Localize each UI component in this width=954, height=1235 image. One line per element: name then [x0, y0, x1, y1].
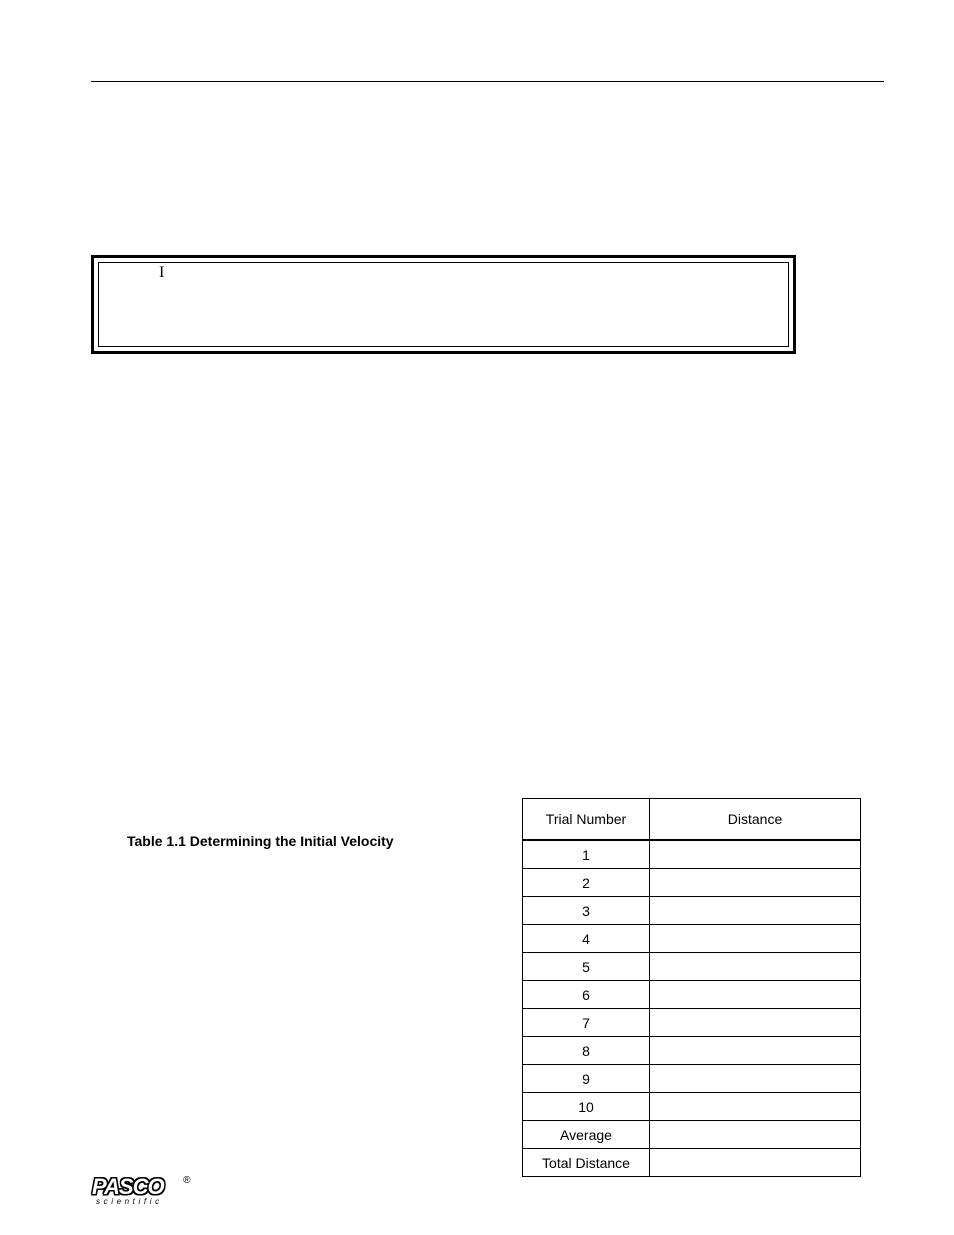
- pasco-logo: [92, 1176, 202, 1208]
- distance-cell[interactable]: [650, 953, 861, 981]
- table-row: [523, 1065, 861, 1093]
- table-row: [523, 981, 861, 1009]
- trial-number-cell: 10: [523, 1093, 650, 1121]
- trial-number-cell: 3: [523, 897, 650, 925]
- caution-box: [91, 255, 796, 354]
- distance-cell[interactable]: [650, 925, 861, 953]
- distance-cell[interactable]: [650, 1093, 861, 1121]
- header-rule: [91, 81, 884, 82]
- distance-cell[interactable]: [650, 869, 861, 897]
- distance-cell[interactable]: [650, 1065, 861, 1093]
- pasco-logo-wordmark: PASCO: [92, 1174, 164, 1199]
- table-row: [523, 953, 861, 981]
- distance-cell[interactable]: [650, 1009, 861, 1037]
- trial-number-cell: 7: [523, 1009, 650, 1037]
- table-row-total: [523, 1149, 861, 1177]
- total-distance-cell[interactable]: [650, 1149, 861, 1177]
- trial-number-cell: 4: [523, 925, 650, 953]
- table-row: [523, 1037, 861, 1065]
- trial-number-cell: 6: [523, 981, 650, 1009]
- distance-cell[interactable]: [650, 981, 861, 1009]
- registered-mark: ®: [183, 1175, 191, 1186]
- pasco-logo-subtext: scientific: [96, 1197, 163, 1206]
- table-header-row: [523, 799, 861, 841]
- table-row: [523, 1009, 861, 1037]
- caution-box-inner: [98, 262, 789, 347]
- average-distance-cell[interactable]: [650, 1121, 861, 1149]
- table-row: [523, 897, 861, 925]
- total-distance-label-cell: Total Distance: [523, 1149, 650, 1177]
- table-row-average: [523, 1121, 861, 1149]
- trial-number-cell: 9: [523, 1065, 650, 1093]
- distance-cell[interactable]: [650, 897, 861, 925]
- column-header-trial-number: Trial Number: [523, 799, 650, 841]
- table-row: [523, 1093, 861, 1121]
- average-label-cell: Average: [523, 1121, 650, 1149]
- distance-cell[interactable]: [650, 840, 861, 869]
- caution-glyph: I: [159, 264, 165, 281]
- trial-number-cell: 1: [523, 840, 650, 869]
- table-row: [523, 869, 861, 897]
- table-caption: Table 1.1 Determining the Initial Velocity: [127, 833, 394, 849]
- trial-number-cell: 8: [523, 1037, 650, 1065]
- distance-cell[interactable]: [650, 1037, 861, 1065]
- column-header-distance: Distance: [650, 799, 861, 841]
- velocity-data-table: [522, 798, 861, 1177]
- trial-number-cell: 5: [523, 953, 650, 981]
- table-row: [523, 925, 861, 953]
- table-row: [523, 840, 861, 869]
- trial-number-cell: 2: [523, 869, 650, 897]
